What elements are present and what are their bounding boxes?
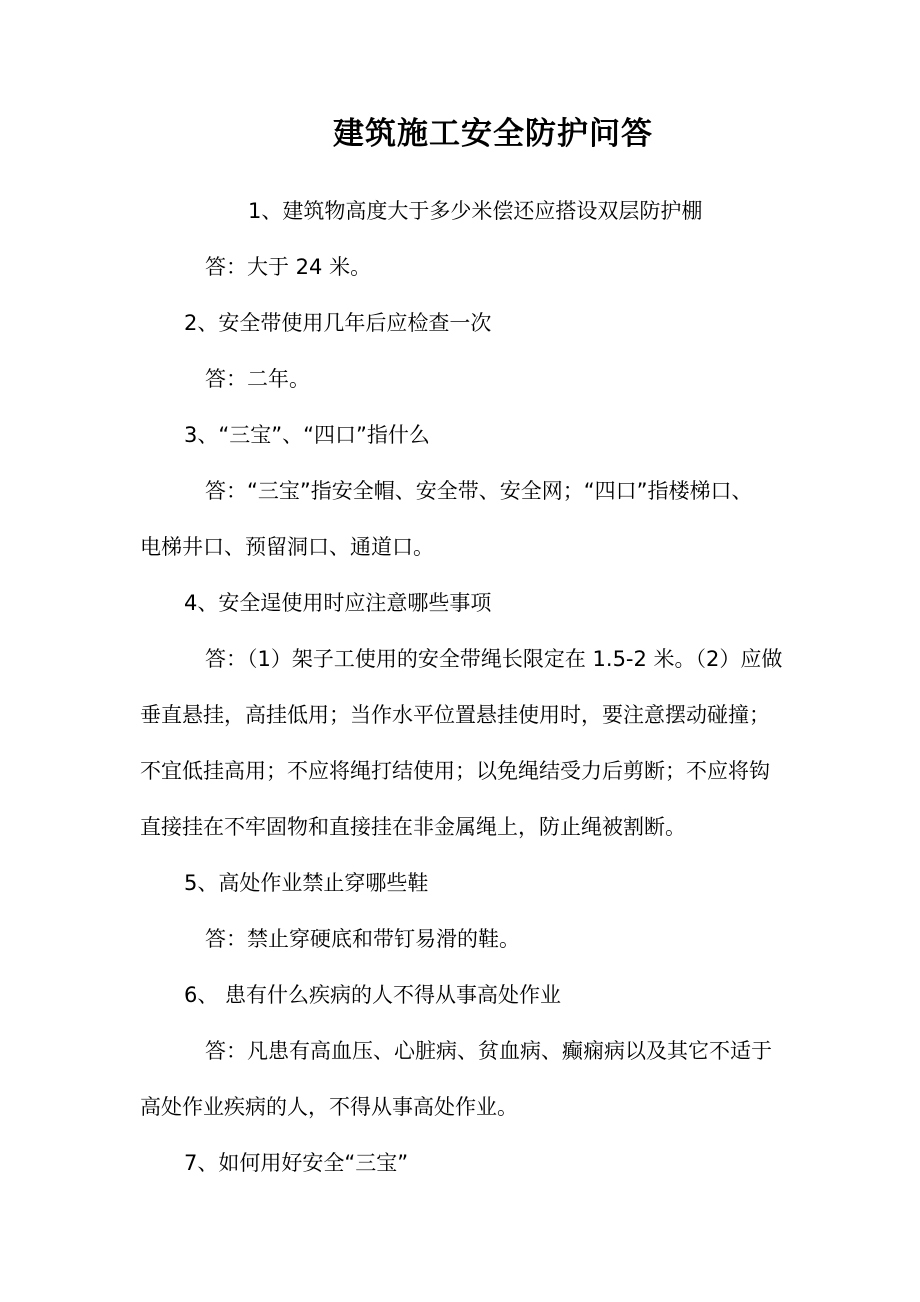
answer-4-line-4: 直接挂在不牢固物和直接挂在非金属绳上，防止绳被割断。 xyxy=(140,815,686,839)
answer-3-line-1: 答：“三宝”指安全帽、安全带、安全网；“四口”指楼梯口、 xyxy=(205,479,753,503)
question-4: 4、安全逞使用时应注意哪些事项 xyxy=(184,591,492,615)
question-5: 5、高处作业禁止穿哪些鞋 xyxy=(184,871,429,895)
answer-6-line-1: 答：凡患有高血压、心脏病、贫血病、癫痫病以及其它不适于 xyxy=(205,1039,772,1063)
answer-1: 答：大于 24 米。 xyxy=(205,255,372,279)
question-1: 1、建筑物高度大于多少米偿还应搭设双层防护棚 xyxy=(248,199,703,223)
answer-3-line-2: 电梯井口、预留洞口、通道口。 xyxy=(140,535,434,559)
answer-4-line-3: 不宜低挂高用；不应将绳打结使用；以免绳结受力后剪断；不应将钩 xyxy=(140,759,770,783)
answer-5: 答：禁止穿硬底和带钉易滑的鞋。 xyxy=(205,927,520,951)
answer-4-line-1: 答：（1）架子工使用的安全带绳长限定在 1.5-2 米。（2）应做 xyxy=(205,647,783,671)
document-title: 建筑施工安全防护问答 xyxy=(333,116,653,152)
question-3: 3、“三宝”、“四口”指什么 xyxy=(184,423,430,447)
answer-6-line-2: 高处作业疾病的人，不得从事高处作业。 xyxy=(140,1095,518,1119)
question-7: 7、如何用好安全“三宝” xyxy=(184,1151,409,1175)
question-2: 2、安全带使用几年后应检查一次 xyxy=(184,311,492,335)
answer-2: 答：二年。 xyxy=(205,367,310,391)
answer-4-line-2: 垂直悬挂，高挂低用；当作水平位置悬挂使用时，要注意摆动碰撞； xyxy=(140,703,770,727)
question-6: 6、 患有什么疾病的人不得从事高处作业 xyxy=(184,983,562,1007)
